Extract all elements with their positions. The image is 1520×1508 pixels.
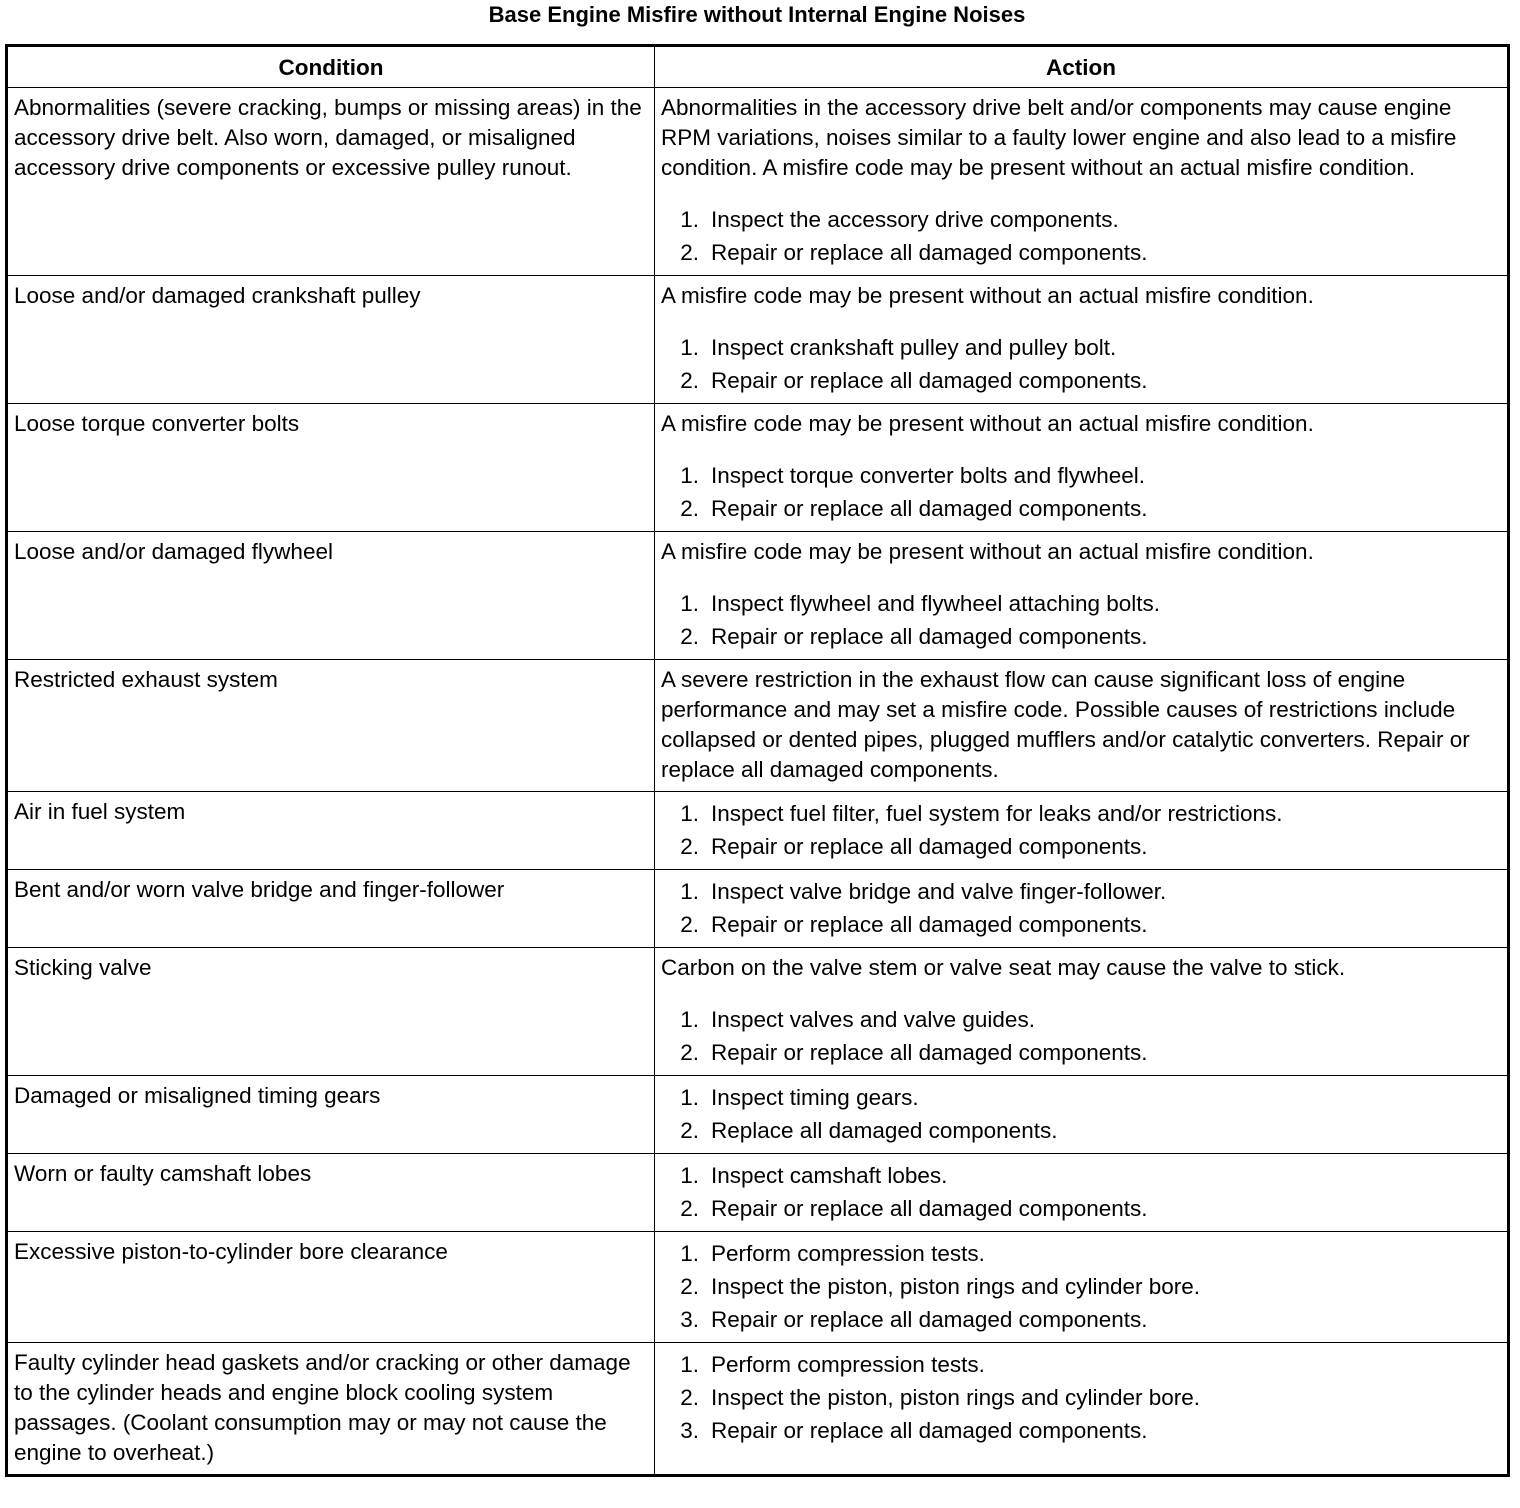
condition-cell: Excessive piston-to-cylinder bore clearance <box>7 1232 655 1343</box>
condition-cell: Damaged or misaligned timing gears <box>7 1076 655 1154</box>
action-steps <box>661 331 1501 397</box>
step-number: 2. <box>680 240 699 265</box>
condition-header: Condition <box>7 46 655 88</box>
condition-cell: Loose and/or damaged crankshaft pulley <box>7 276 655 404</box>
step-text: Inspect torque converter bolts and flywheel. <box>711 463 1145 488</box>
action-cell <box>655 532 1509 660</box>
action-description: A severe restriction in the exhaust flow can cause significant loss of engine performance and may set a misfire code. Possible causes of restrictions include collapsed or dented pipes, plugged mufflers and/or catalytic converters. Repair or replace all damaged components. <box>661 667 1470 782</box>
action-steps <box>661 587 1501 653</box>
step-number: 2. <box>680 1118 699 1143</box>
step-text: Repair or replace all damaged components. <box>711 1307 1148 1332</box>
step-number: 2. <box>680 1196 699 1221</box>
step-text: Repair or replace all damaged components. <box>711 368 1148 393</box>
step-text: Inspect the piston, piston rings and cylinder bore. <box>711 1385 1201 1410</box>
step-item <box>661 1114 1501 1147</box>
action-cell <box>655 660 1509 792</box>
table-row <box>7 1343 1509 1476</box>
table-row <box>7 88 1509 276</box>
step-number: 2. <box>680 368 699 393</box>
action-steps <box>661 1003 1501 1069</box>
step-item <box>661 908 1501 941</box>
step-item <box>661 875 1501 908</box>
step-item <box>661 1159 1501 1192</box>
table-row <box>7 870 1509 948</box>
header-row <box>7 46 1509 88</box>
table-row <box>7 792 1509 870</box>
step-number: 2. <box>680 624 699 649</box>
table-row <box>7 1076 1509 1154</box>
step-text: Repair or replace all damaged components. <box>711 834 1148 859</box>
action-cell <box>655 1343 1509 1476</box>
table-row <box>7 660 1509 792</box>
table-row <box>7 1232 1509 1343</box>
step-item <box>661 236 1501 269</box>
step-number: 1. <box>680 207 699 232</box>
step-number: 2. <box>680 496 699 521</box>
action-description: Abnormalities in the accessory drive belt and/or components may cause engine RPM variations, noises similar to a faulty lower engine and also lead to a misfire condition. A misfire code may be present without an actual misfire condition. <box>661 95 1457 180</box>
step-text: Replace all damaged components. <box>711 1118 1058 1143</box>
action-cell <box>655 792 1509 870</box>
condition-cell: Bent and/or worn valve bridge and finger-follower <box>7 870 655 948</box>
step-text: Repair or replace all damaged components. <box>711 240 1148 265</box>
step-item <box>661 1237 1501 1270</box>
step-number: 2. <box>680 912 699 937</box>
step-number: 1. <box>680 1085 699 1110</box>
step-number: 1. <box>680 1352 699 1377</box>
step-item <box>661 1192 1501 1225</box>
step-number: 1. <box>680 879 699 904</box>
step-item <box>661 1081 1501 1114</box>
action-description: A misfire code may be present without an actual misfire condition. <box>661 283 1314 308</box>
table-row <box>7 276 1509 404</box>
step-text: Inspect crankshaft pulley and pulley bolt. <box>711 335 1117 360</box>
table-row <box>7 1154 1509 1232</box>
action-steps <box>661 1348 1501 1447</box>
table-row <box>7 948 1509 1076</box>
action-steps <box>661 797 1501 863</box>
step-number: 1. <box>680 1163 699 1188</box>
step-text: Inspect valve bridge and valve finger-follower. <box>711 879 1167 904</box>
step-number: 2. <box>680 1385 699 1410</box>
step-item <box>661 331 1501 364</box>
action-steps <box>661 1081 1501 1147</box>
table-body <box>7 88 1509 1476</box>
step-item <box>661 587 1501 620</box>
action-cell <box>655 870 1509 948</box>
step-item <box>661 1414 1501 1447</box>
condition-cell: Sticking valve <box>7 948 655 1076</box>
action-cell <box>655 1076 1509 1154</box>
step-number: 1. <box>680 591 699 616</box>
action-steps <box>661 203 1501 269</box>
step-item <box>661 620 1501 653</box>
action-cell <box>655 88 1509 276</box>
step-text: Inspect flywheel and flywheel attaching bolts. <box>711 591 1161 616</box>
step-text: Repair or replace all damaged components. <box>711 912 1148 937</box>
action-steps <box>661 459 1501 525</box>
step-item <box>661 830 1501 863</box>
misfire-table <box>5 44 1510 1477</box>
step-text: Inspect the piston, piston rings and cylinder bore. <box>711 1274 1201 1299</box>
step-item <box>661 1381 1501 1414</box>
action-description: A misfire code may be present without an actual misfire condition. <box>661 411 1314 436</box>
step-text: Inspect camshaft lobes. <box>711 1163 948 1188</box>
condition-cell: Loose torque converter bolts <box>7 404 655 532</box>
step-item <box>661 492 1501 525</box>
step-number: 3. <box>680 1307 699 1332</box>
step-number: 2. <box>680 1040 699 1065</box>
action-header: Action <box>655 46 1509 88</box>
step-text: Repair or replace all damaged components. <box>711 1418 1148 1443</box>
condition-cell: Worn or faulty camshaft lobes <box>7 1154 655 1232</box>
step-number: 3. <box>680 1418 699 1443</box>
condition-cell: Loose and/or damaged flywheel <box>7 532 655 660</box>
step-item <box>661 459 1501 492</box>
condition-cell: Faulty cylinder head gaskets and/or cracking or other damage to the cylinder heads and engine block cooling system passages. (Coolant consumption may or may not cause the engine to overheat.) <box>7 1343 655 1476</box>
step-text: Repair or replace all damaged components. <box>711 496 1148 521</box>
step-number: 1. <box>680 335 699 360</box>
action-cell <box>655 1232 1509 1343</box>
step-text: Inspect timing gears. <box>711 1085 919 1110</box>
step-text: Repair or replace all damaged components. <box>711 1040 1148 1065</box>
step-text: Perform compression tests. <box>711 1241 985 1266</box>
action-cell <box>655 404 1509 532</box>
action-cell <box>655 948 1509 1076</box>
step-number: 1. <box>680 801 699 826</box>
condition-cell: Air in fuel system <box>7 792 655 870</box>
step-text: Inspect fuel filter, fuel system for leaks and/or restrictions. <box>711 801 1283 826</box>
step-item <box>661 203 1501 236</box>
action-description: A misfire code may be present without an actual misfire condition. <box>661 539 1314 564</box>
step-item <box>661 364 1501 397</box>
table-row <box>7 532 1509 660</box>
condition-cell: Abnormalities (severe cracking, bumps or missing areas) in the accessory drive belt. Also worn, damaged, or misaligned accessory drive components or excessive pulley runout. <box>7 88 655 276</box>
step-item <box>661 1003 1501 1036</box>
action-cell <box>655 276 1509 404</box>
step-number: 1. <box>680 463 699 488</box>
step-item <box>661 1348 1501 1381</box>
action-steps <box>661 1237 1501 1336</box>
step-text: Repair or replace all damaged components. <box>711 624 1148 649</box>
step-text: Repair or replace all damaged components. <box>711 1196 1148 1221</box>
step-item <box>661 797 1501 830</box>
step-text: Inspect the accessory drive components. <box>711 207 1119 232</box>
step-number: 1. <box>680 1007 699 1032</box>
action-cell <box>655 1154 1509 1232</box>
step-item <box>661 1270 1501 1303</box>
step-number: 2. <box>680 834 699 859</box>
step-number: 2. <box>680 1274 699 1299</box>
step-text: Inspect valves and valve guides. <box>711 1007 1035 1032</box>
action-steps <box>661 1159 1501 1225</box>
action-steps <box>661 875 1501 941</box>
condition-cell: Restricted exhaust system <box>7 660 655 792</box>
step-number: 1. <box>680 1241 699 1266</box>
page-title: Base Engine Misfire without Internal Engine Noises <box>488 2 1026 27</box>
action-description: Carbon on the valve stem or valve seat may cause the valve to stick. <box>661 955 1346 980</box>
step-item <box>661 1303 1501 1336</box>
step-item <box>661 1036 1501 1069</box>
step-text: Perform compression tests. <box>711 1352 985 1377</box>
table-row <box>7 404 1509 532</box>
